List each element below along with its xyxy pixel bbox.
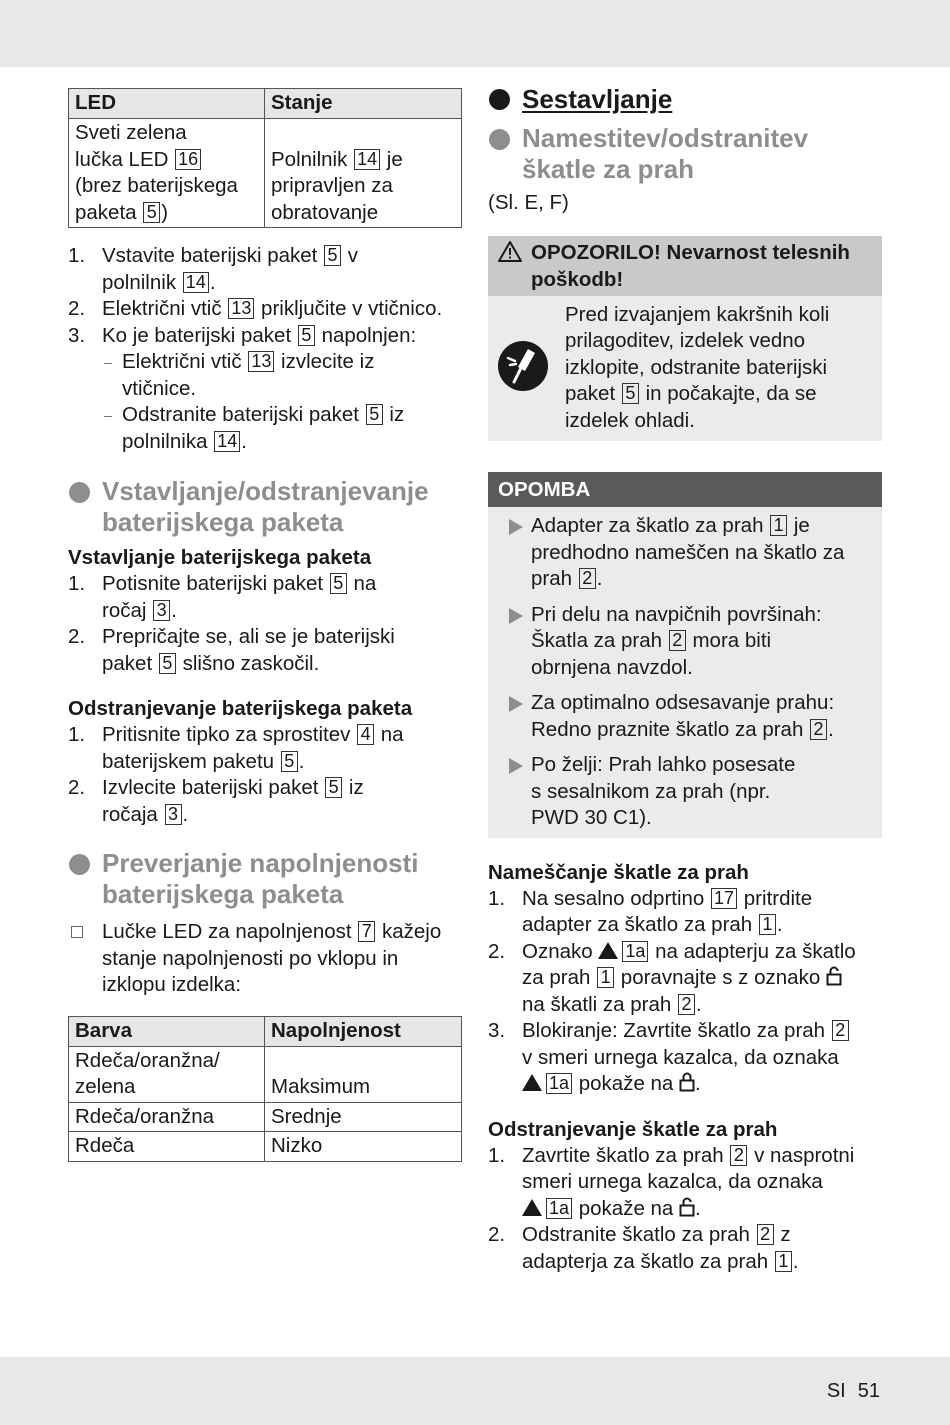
bullet-icon — [69, 482, 90, 503]
step-text: na adapterju za škatlo — [655, 939, 856, 963]
step-text: paket — [102, 651, 153, 675]
step-text: vtičnice. — [122, 376, 197, 400]
note-text: Pri delu na navpičnih površinah: — [531, 602, 822, 626]
page-footer — [827, 1378, 880, 1405]
step-text: adapter za škatlo za prah — [522, 913, 753, 936]
step-text: napolnjen: — [321, 323, 417, 347]
list-item — [102, 349, 462, 402]
table-header: Barva — [69, 1016, 265, 1046]
step-text: slišno zaskočil. — [182, 651, 320, 675]
table-row — [69, 1132, 462, 1162]
part-number: 1a — [546, 1073, 572, 1094]
step-text: za prah — [522, 966, 591, 989]
step-text: Izvlecite baterijski paket — [102, 776, 319, 799]
list-item — [68, 243, 462, 296]
left-column — [68, 88, 462, 1162]
part-number: 14 — [354, 149, 380, 170]
part-number: 13 — [228, 298, 254, 319]
step-number: 2. — [488, 1223, 506, 1246]
part-number: 2 — [579, 568, 596, 589]
step-text: Odstranite baterijski paket — [122, 403, 360, 426]
cell-text: ) — [161, 200, 169, 224]
step-text: . — [695, 992, 702, 1016]
part-number: 1a — [546, 1198, 572, 1219]
bullet-icon — [69, 854, 90, 875]
right-column — [488, 84, 882, 1275]
step-text: adapterja za škatlo za prah — [522, 1249, 769, 1273]
heading-text: Preverjanje napolnjenosti — [102, 848, 419, 878]
warning-text: izdelek ohladi. — [565, 408, 695, 432]
step-text: v — [347, 244, 359, 267]
note-text: . — [596, 567, 603, 590]
note-text: prah — [531, 567, 573, 590]
step-text: . — [298, 749, 305, 773]
part-number: 2 — [730, 1145, 747, 1166]
step-text: . — [792, 1249, 799, 1273]
step-text: . — [241, 429, 247, 453]
charge-steps — [68, 243, 462, 455]
language-code: SI — [826, 1380, 846, 1402]
note-box — [488, 472, 882, 838]
list-item — [68, 296, 462, 323]
lock-closed-icon — [679, 1072, 695, 1092]
part-number: 13 — [248, 351, 274, 372]
step-text: Električni vtič — [122, 350, 242, 373]
warning-text: Pred izvajanjem kakršnih koli — [565, 302, 830, 326]
table-header: Napolnjenost — [265, 1016, 462, 1046]
warning-triangle-icon — [498, 241, 522, 262]
step-text: . — [209, 270, 216, 294]
step-text: poravnajte s z oznako — [620, 966, 821, 989]
step-number: 1. — [68, 244, 86, 267]
step-text: . — [695, 1196, 701, 1220]
step-text: . — [182, 802, 189, 826]
step-number: 2. — [68, 297, 86, 320]
step-number: 2. — [68, 776, 86, 799]
cell-text: obratovanje — [271, 200, 379, 224]
arrow-right-icon — [509, 758, 523, 774]
step-text: Zavrtite škatlo za prah — [522, 1143, 724, 1167]
part-number: 5 — [622, 383, 639, 404]
table-cell: Nizko — [265, 1132, 462, 1162]
triangle-marker-icon — [522, 1199, 542, 1216]
table-cell: Srednje — [265, 1102, 462, 1132]
part-number: 3 — [153, 600, 170, 621]
note-text: predhodno nameščen na škatlo za — [531, 540, 845, 564]
section-heading — [68, 476, 462, 538]
part-number: 5 — [298, 325, 315, 346]
part-number: 5 — [143, 202, 160, 223]
note-text: Za optimalno odsesavanje prahu: — [531, 691, 835, 714]
list-item — [488, 1143, 882, 1223]
list-item — [68, 722, 462, 775]
step-text: v nasprotni — [754, 1143, 855, 1167]
table-row — [69, 1046, 462, 1102]
cell-text: Polnilnik — [271, 147, 348, 171]
part-number: 1 — [759, 914, 776, 935]
step-text: pritrdite — [743, 886, 813, 910]
lock-open-icon — [679, 1197, 695, 1217]
part-number: 5 — [330, 573, 347, 594]
list-item — [488, 1018, 882, 1098]
table-cell: Maksimum — [265, 1046, 462, 1102]
step-text: Blokiranje: Zavrtite škatlo za prah — [522, 1019, 826, 1042]
led-status-table — [68, 88, 462, 228]
table-cell — [69, 119, 265, 228]
top-band — [0, 0, 950, 67]
note-text: Škatla za prah — [531, 629, 663, 652]
note-text: Adapter za škatlo za prah — [531, 514, 764, 537]
step-text: Vstavite baterijski paket — [102, 244, 318, 267]
figure-reference: (Sl. E, F) — [488, 191, 569, 214]
triangle-marker-icon — [598, 942, 618, 959]
step-number: 2. — [68, 625, 86, 648]
warning-text: paket — [565, 382, 616, 405]
mount-steps — [488, 886, 882, 1098]
part-number: 5 — [325, 777, 342, 798]
step-text: Na sesalno odprtino — [522, 886, 705, 910]
bottom-band — [0, 1357, 950, 1425]
step-text: iz — [389, 403, 405, 426]
heading-text: škatle za prah — [522, 154, 694, 184]
step-number: 1. — [488, 886, 506, 910]
step-number: 1. — [68, 572, 86, 595]
list-item — [68, 323, 462, 456]
note-body — [488, 507, 882, 838]
section-heading — [68, 848, 462, 910]
table-cell — [265, 119, 462, 228]
arrow-right-icon — [509, 519, 523, 535]
part-number: 17 — [711, 888, 737, 909]
list-item — [68, 624, 462, 677]
step-text: . — [776, 913, 783, 936]
step-number: 1. — [68, 723, 86, 746]
part-number: 3 — [165, 804, 182, 825]
list-item — [488, 886, 882, 939]
part-number: 5 — [159, 653, 176, 674]
cell-text: Rdeča/oranžna/ — [75, 1048, 220, 1072]
lock-open-icon — [826, 966, 842, 986]
note-text: . — [828, 717, 834, 741]
part-number: 1a — [622, 941, 648, 962]
section-heading — [488, 123, 882, 185]
subheading: Odstranjevanje škatle za prah — [488, 1117, 778, 1141]
step-text: baterijskem paketu — [102, 749, 275, 773]
note-text: mora biti — [692, 629, 772, 652]
step-text: pokaže na — [578, 1196, 674, 1220]
subheading: Vstavljanje baterijskega paketa — [68, 546, 372, 569]
step-text: smeri urnega kazalca, da oznaka — [522, 1170, 823, 1193]
step-text: Ko je baterijski paket — [102, 323, 292, 347]
step-text: ročaja — [102, 802, 158, 826]
table-cell: Rdeča — [69, 1132, 265, 1162]
check-text: stanje napolnjenosti po vklopu in — [102, 946, 399, 970]
note-text: obrnjena navzdol. — [531, 655, 693, 679]
note-text: Redno praznite škatlo za prah — [531, 717, 804, 741]
step-number: 1. — [488, 1143, 506, 1167]
part-number: 7 — [358, 921, 375, 942]
triangle-marker-icon — [522, 1074, 542, 1091]
list-item — [488, 939, 882, 1019]
step-text: na — [353, 572, 377, 595]
page-number: 51 — [857, 1380, 880, 1402]
step-text: Odstranite škatlo za prah — [522, 1223, 750, 1246]
step-text: . — [695, 1072, 701, 1095]
warning-box — [488, 236, 882, 442]
subheading: Odstranjevanje baterijskega paketa — [68, 697, 413, 720]
part-number: 2 — [678, 994, 695, 1015]
unplug-power-icon — [497, 340, 549, 392]
warning-title: poškodb! — [531, 267, 624, 291]
warning-text: in počakajte, da se — [645, 382, 817, 405]
note-text: PWD 30 C1). — [531, 806, 652, 829]
note-text: s sesalnikom za prah (npr. — [531, 779, 771, 803]
note-header: OPOMBA — [488, 472, 882, 507]
warning-text: prilagoditev, izdelek vedno — [565, 329, 806, 352]
part-number: 16 — [175, 149, 201, 170]
heading-text: Vstavljanje/odstranjevanje — [102, 476, 429, 506]
cell-text: Sveti zelena — [75, 121, 187, 144]
heading-text: Sestavljanje — [522, 84, 673, 114]
cell-text: zelena — [75, 1075, 136, 1098]
note-item — [498, 690, 872, 743]
note-text: Po želji: Prah lahko posesate — [531, 753, 796, 776]
chapter-heading — [488, 84, 882, 115]
note-item — [498, 752, 872, 832]
note-text: je — [793, 514, 810, 537]
step-text: Potisnite baterijski paket — [102, 572, 324, 595]
check-text: Lučke LED za napolnjenost — [102, 920, 352, 943]
note-item — [498, 602, 872, 682]
heading-text: baterijskega paketa — [102, 879, 344, 909]
part-number: 1 — [770, 515, 787, 536]
step-text: . — [171, 598, 177, 622]
table-cell: Rdeča/oranžna — [69, 1102, 265, 1132]
list-item — [68, 775, 462, 828]
cell-text: paketa — [75, 200, 137, 224]
check-item — [68, 919, 462, 999]
part-number: 4 — [357, 724, 374, 745]
step-text: ročaj — [102, 598, 147, 622]
step-text: Pritisnite tipko za sprostitev — [102, 723, 351, 746]
part-number: 5 — [281, 751, 298, 772]
bullet-icon — [489, 129, 510, 150]
step-number: 3. — [68, 323, 86, 347]
warning-header — [488, 236, 882, 296]
list-item — [102, 402, 462, 455]
list-item — [68, 571, 462, 624]
part-number: 1 — [775, 1251, 792, 1272]
part-number: 2 — [757, 1224, 774, 1245]
warning-text: izklopite, odstranite baterijski — [565, 355, 828, 379]
part-number: 14 — [214, 431, 240, 452]
list-item — [488, 1222, 882, 1275]
step-number: 2. — [488, 939, 506, 963]
part-number: 2 — [669, 630, 686, 651]
check-text: izklopu izdelka: — [102, 973, 242, 996]
bullet-icon — [489, 89, 510, 110]
part-number: 2 — [832, 1020, 849, 1041]
cell-text: (brez baterijskega — [75, 174, 238, 197]
table-header: Stanje — [265, 89, 462, 119]
step-text: na — [380, 723, 404, 746]
cell-text: lučka LED — [75, 147, 169, 171]
step-number: 3. — [488, 1019, 506, 1042]
insert-steps — [68, 571, 462, 677]
step-text: polnilnika — [122, 429, 208, 453]
step-text: z — [780, 1223, 791, 1246]
step-text: Prepričajte se, ali se je baterijski — [102, 625, 395, 648]
dismount-steps — [488, 1143, 882, 1276]
part-number: 5 — [324, 245, 341, 266]
step-text: izvlecite iz — [281, 350, 375, 373]
note-item — [498, 513, 872, 593]
part-number: 14 — [183, 272, 209, 293]
checkbox-square-icon — [71, 926, 83, 938]
step-text: polnilnik — [102, 270, 177, 294]
step-text: Oznako — [522, 939, 593, 963]
table-header: LED — [69, 89, 265, 119]
sub-list — [102, 349, 462, 455]
cell-text: je — [386, 147, 403, 171]
step-text: pokaže na — [578, 1072, 674, 1095]
part-number: 2 — [810, 719, 827, 740]
table-row — [69, 1102, 462, 1132]
step-text: priključite v vtičnico. — [261, 297, 443, 320]
step-text: v smeri urnega kazalca, da oznaka — [522, 1045, 839, 1069]
heading-text: baterijskega paketa — [102, 507, 344, 537]
subheading: Nameščanje škatle za prah — [488, 860, 749, 884]
part-number: 1 — [597, 967, 614, 988]
check-text: kažejo — [382, 920, 442, 943]
step-text: Električni vtič — [102, 297, 222, 320]
warning-body — [488, 296, 882, 442]
step-text: na škatli za prah — [522, 992, 672, 1016]
table-row — [69, 119, 462, 228]
arrow-right-icon — [509, 608, 523, 624]
table-cell — [69, 1046, 265, 1102]
arrow-right-icon — [509, 696, 523, 712]
warning-title: OPOZORILO! Nevarnost telesnih — [531, 240, 850, 264]
part-number: 5 — [366, 404, 383, 425]
step-text: iz — [348, 776, 364, 799]
heading-text: Namestitev/odstranitev — [522, 123, 809, 153]
remove-steps — [68, 722, 462, 828]
cell-text: pripravljen za — [271, 174, 393, 197]
charge-level-table — [68, 1016, 462, 1162]
